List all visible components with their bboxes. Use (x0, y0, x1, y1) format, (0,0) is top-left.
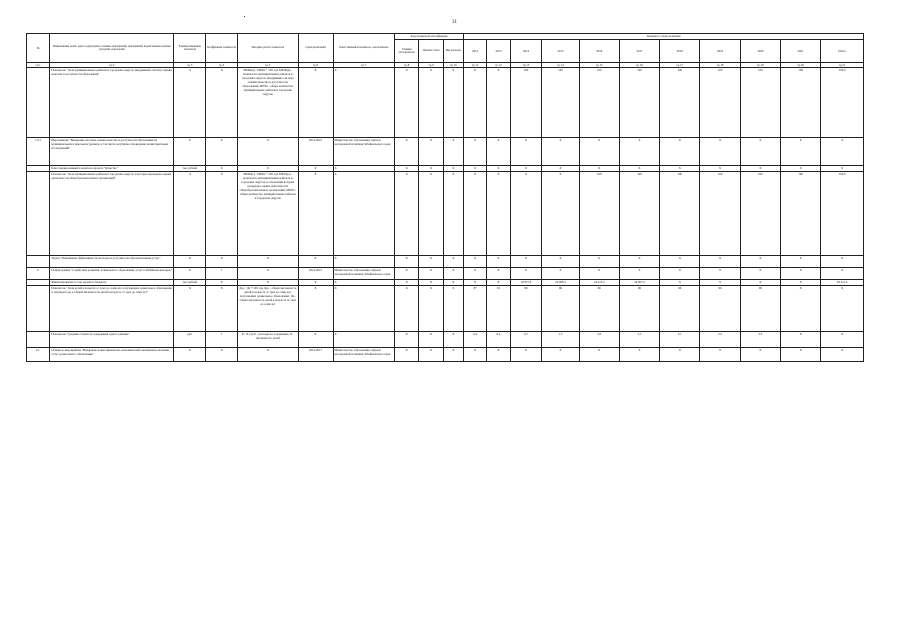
document-table-wrapper (26, 33, 864, 362)
row-kbk-cell: X (419, 268, 443, 280)
row-kbk-cell: X (419, 280, 443, 286)
header-year-0: 2012 (463, 40, 486, 63)
table-row (27, 172, 864, 256)
row-year-value: X (579, 348, 619, 362)
row-number: 2. (27, 268, 50, 280)
row-total: X (821, 166, 864, 172)
row-year-value: X (781, 348, 821, 362)
row-year-value: X (487, 268, 510, 280)
row-kbk-cell: X (395, 280, 419, 286)
row-year-value: X (542, 138, 579, 166)
row-total: X (821, 286, 864, 332)
row-year-value: 24 006,3 (542, 280, 579, 286)
row-name: Показатель "Доля муниципальных районов и городских округов, в которых проведена оценка деятельности общеобразовательных организаций" (50, 172, 174, 256)
row-year-value: 100 (542, 68, 579, 138)
row-name: Мероприятие "Внедрение системы оценки качества и доступности образования на муниципальном и школьном уровнях, в том числе регулярное проведение мониторинговых исследований" (50, 138, 174, 166)
row-method: МРЗК(и) / МРЗО * 100, где МРЗК(и) - количество муниципальных районов и городских округов, внедривших систему оценки качества и доступности образования; МРЗО - общее количество муниципальных районов и городских округов (238, 68, 298, 138)
row-term: X (298, 172, 333, 256)
row-name: Финансирование за счет краевого бюджета (50, 280, 174, 286)
table-row (27, 256, 864, 268)
row-year-value: X (487, 138, 510, 166)
row-year-value: X (510, 138, 542, 166)
row-year-value: X (510, 256, 542, 268)
column-number: гр.9 (419, 63, 443, 68)
row-year-value: X (781, 138, 821, 166)
row-year-value: X (463, 256, 486, 268)
table-row (27, 332, 864, 348)
row-unit: % (174, 172, 206, 256)
column-number: гр.17 (660, 63, 700, 68)
row-responsible: X (333, 332, 395, 348)
column-number: гр.2 (50, 63, 174, 68)
row-kbk-cell: X (419, 348, 443, 362)
row-responsible: Министерство образования, науки и молодежной политики Забайкальского края (333, 348, 395, 362)
row-name: Основное мероприятие "Внедрение новых финансово-экономических механизмов оказания услуг дошкольного образования" (50, 348, 174, 362)
row-coefficient: 1 (206, 332, 238, 348)
row-number (27, 172, 50, 256)
row-year-value: 0,4 (463, 332, 486, 348)
row-year-value: 100 (579, 68, 619, 138)
row-year-value: 2,1 (660, 332, 700, 348)
decorative-dot (244, 16, 245, 17)
row-kbk-cell: X (419, 138, 443, 166)
row-coefficient: 1 (206, 268, 238, 280)
row-term: 2014-2021 (298, 268, 333, 280)
row-year-value: 2,3 (740, 332, 780, 348)
row-number (27, 68, 50, 138)
row-year-value: X (660, 348, 700, 362)
row-year-value: 2,1 (619, 332, 659, 348)
row-unit: X (174, 138, 206, 166)
header-year-9: 2021 (781, 40, 821, 63)
row-year-value: X (542, 166, 579, 172)
row-year-value: X (510, 172, 542, 256)
row-year-value: X (510, 348, 542, 362)
page-number: 31 (452, 20, 457, 25)
row-kbk-cell: X (419, 332, 443, 348)
header-year-2: 2014 (510, 40, 542, 63)
row-kbk-cell: X (443, 268, 463, 280)
row-year-value: 96 (510, 286, 542, 332)
row-year-value: X (781, 256, 821, 268)
table-row (27, 268, 864, 280)
row-year-value: X (619, 256, 659, 268)
row-year-value: X (579, 166, 619, 172)
header-kbk-0: Главный распорядитель (395, 40, 419, 63)
row-year-value: 2,0 (579, 332, 619, 348)
header-number: № (27, 34, 50, 63)
row-year-value: X (700, 268, 740, 280)
row-total: X (821, 268, 864, 280)
row-year-value: X (740, 166, 780, 172)
row-unit: тыс.рублей (174, 280, 206, 286)
row-term: X (298, 256, 333, 268)
row-year-value: X (619, 166, 659, 172)
row-year-value: X (740, 348, 780, 362)
header-kbk-2: Вид расходов (443, 40, 463, 63)
row-year-value: X (542, 348, 579, 362)
row-year-value: 96 (579, 286, 619, 332)
row-unit: X (174, 256, 206, 268)
table-row (27, 138, 864, 166)
row-kbk-cell: X (443, 138, 463, 166)
header-year-8: 2020 (740, 40, 780, 63)
row-kbk-cell: X (395, 348, 419, 362)
row-kbk-cell: X (443, 256, 463, 268)
row-term: X (298, 332, 333, 348)
row-number (27, 256, 50, 268)
row-year-value: 100 (700, 172, 740, 256)
row-coefficient: X (206, 68, 238, 138)
column-number: гр.4 (206, 63, 238, 68)
row-kbk-cell: X (419, 166, 443, 172)
row-year-value: 0,4 (487, 332, 510, 348)
row-term: X (298, 286, 333, 332)
row-year-value: X (463, 268, 486, 280)
header-year-4: 2016 (579, 40, 619, 63)
row-year-value: X (542, 172, 579, 256)
header-year-1: 2013 (487, 40, 510, 63)
row-kbk-cell: X (395, 138, 419, 166)
row-responsible: Министерство образования, науки и молодежной политики Забайкальского края (333, 138, 395, 166)
row-total: X (821, 138, 864, 166)
column-number: гр.12 (487, 63, 510, 68)
row-total: X (821, 332, 864, 348)
row-year-value: X (542, 256, 579, 268)
row-year-value: 100 (619, 172, 659, 256)
row-year-value: X (487, 68, 510, 138)
row-year-value: 100 (700, 68, 740, 138)
row-number (27, 286, 50, 332)
row-year-value: X (660, 256, 700, 268)
row-number: 1.8.1 (27, 138, 50, 166)
row-kbk-cell: X (395, 68, 419, 138)
row-kbk-cell: X (419, 68, 443, 138)
row-coefficient: X (206, 166, 238, 172)
row-method: X (238, 256, 298, 268)
row-year-value: X (463, 280, 486, 286)
column-number: гр.3 (174, 63, 206, 68)
header-total: Итого (821, 40, 864, 63)
row-year-value: X (463, 138, 486, 166)
row-year-value: 100 (660, 68, 700, 138)
row-year-value: X (487, 256, 510, 268)
row-year-value: 91 (487, 286, 510, 332)
row-total: 93 215,4 (821, 280, 864, 286)
row-number: 2.1. (27, 348, 50, 362)
row-unit: тыс.рублей (174, 166, 206, 172)
header-kbk-group: Коды бюджетной классификации (395, 34, 464, 40)
column-number: гр.15 (579, 63, 619, 68)
row-year-value: 100 (781, 172, 821, 256)
row-year-value: X (781, 280, 821, 286)
row-kbk-cell: X (443, 280, 463, 286)
row-year-value: X (463, 172, 486, 256)
row-year-value: 2,2 (700, 332, 740, 348)
row-method: Р / Ч, где Р - расходы на содержание, Ч - численность детей (238, 332, 298, 348)
row-year-value: X (463, 348, 486, 362)
row-kbk-cell: X (443, 286, 463, 332)
row-year-value: 24 907,2 (619, 280, 659, 286)
row-kbk-cell: X (419, 286, 443, 332)
header-year-3: 2015 (542, 40, 579, 63)
row-unit: % (174, 286, 206, 332)
row-responsible: Министерство образования, науки и молодежной политики Забайкальского края (333, 268, 395, 280)
row-year-value: 100 (510, 68, 542, 138)
row-year-value: X (700, 138, 740, 166)
column-number: гр.10 (443, 63, 463, 68)
row-year-value: X (463, 166, 486, 172)
table-row (27, 68, 864, 138)
row-year-value: X (619, 138, 659, 166)
row-total: X (821, 348, 864, 362)
row-year-value: 96 (542, 286, 579, 332)
program-indicators-table (26, 33, 864, 362)
row-year-value: X (660, 280, 700, 286)
row-kbk-cell: X (395, 286, 419, 332)
row-method: Ддо / Дч * 100, где Ддо - общая численность детей в возрасте от трех до семи лет, получающих дошкольное образование; Дч - общая численность детей в возрасте от трех до семи лет (238, 286, 298, 332)
row-term: X (298, 166, 333, 172)
row-year-value: X (579, 268, 619, 280)
column-number: гр.16 (619, 63, 659, 68)
header-year-7: 2019 (700, 40, 740, 63)
row-year-value: X (487, 280, 510, 286)
row-year-value: X (740, 268, 780, 280)
row-coefficient: X (206, 286, 238, 332)
row-kbk-cell: X (419, 256, 443, 268)
row-term: 2014-2017 (298, 348, 333, 362)
row-method: X (238, 280, 298, 286)
row-kbk-cell: X (395, 172, 419, 256)
column-number: гр.19 (740, 63, 780, 68)
column-number: гр.6 (298, 63, 333, 68)
row-coefficient: X (206, 172, 238, 256)
row-method: X (238, 268, 298, 280)
row-total: 100,0 (821, 68, 864, 138)
header-name: Наименование целей, задач, подпрограмм, основных мероприятий, мероприятий, ведомственных целевых программ, показателей (50, 34, 174, 63)
header-year-5: 2017 (619, 40, 659, 63)
row-term: X (298, 280, 333, 286)
row-year-value: X (781, 268, 821, 280)
row-year-value: 100 (579, 172, 619, 256)
header-responsible: Ответственный исполнитель, соисполнитель (333, 34, 395, 63)
row-coefficient: X (206, 256, 238, 268)
row-year-value: X (740, 256, 780, 268)
column-number: гр.21 (821, 63, 864, 68)
row-kbk-cell: X (419, 172, 443, 256)
row-year-value: 0,7 (510, 332, 542, 348)
row-year-value: 100 (660, 172, 700, 256)
row-unit: X (174, 348, 206, 362)
row-year-value: X (542, 268, 579, 280)
row-method: X (238, 138, 298, 166)
row-year-value: X (781, 332, 821, 348)
row-kbk-cell: X (443, 332, 463, 348)
row-method: X (238, 348, 298, 362)
header-years-group: Значения по годам реализации (463, 34, 863, 40)
row-year-value: X (700, 166, 740, 172)
header-method: Методика расчета показателя (238, 34, 298, 63)
row-method: X (238, 166, 298, 172)
row-year-value: 100 (740, 172, 780, 256)
row-kbk-cell: X (395, 166, 419, 172)
row-name: Показатель "Средняя стоимость содержания одного ребенка" (50, 332, 174, 348)
row-name: Показатель "Доля муниципальных районов и городских округов, внедривших систему оценки качества и доступности образования" (50, 68, 174, 138)
row-kbk-cell: X (395, 332, 419, 348)
row-responsible: X (333, 68, 395, 138)
row-unit: X (174, 268, 206, 280)
row-year-value: X (740, 138, 780, 166)
row-coefficient: X (206, 348, 238, 362)
column-number: гр.11 (463, 63, 486, 68)
row-year-value: X (700, 280, 740, 286)
column-number: гр.8 (395, 63, 419, 68)
row-year-value: X (487, 172, 510, 256)
row-year-value: 96 (619, 286, 659, 332)
row-year-value: X (740, 280, 780, 286)
row-year-value: X (487, 166, 510, 172)
row-kbk-cell: X (443, 166, 463, 172)
row-name: Задача "Повышение эффективности расходов и доступности образовательных услуг" (50, 256, 174, 268)
column-number: гр.20 (781, 63, 821, 68)
row-responsible: X (333, 286, 395, 332)
row-term: 2014-2021 (298, 138, 333, 166)
row-responsible: X (333, 166, 395, 172)
row-responsible: X (333, 280, 395, 286)
header-coefficient: Коэффициент значимости (206, 34, 238, 63)
table-row (27, 348, 864, 362)
header-kbk-1: Целевая статья (419, 40, 443, 63)
row-year-value: X (781, 166, 821, 172)
row-total: X (821, 256, 864, 268)
row-year-value: X (487, 348, 510, 362)
row-kbk-cell: X (443, 172, 463, 256)
row-coefficient: X (206, 280, 238, 286)
row-number (27, 332, 50, 348)
row-year-value: X (619, 268, 659, 280)
header-year-6: 2018 (660, 40, 700, 63)
row-year-value: X (510, 166, 542, 172)
row-term: X (298, 68, 333, 138)
row-year-value: 96 (700, 286, 740, 332)
row-unit: руб. (174, 332, 206, 348)
row-year-value: X (700, 256, 740, 268)
header-unit: Единица измерения показателя (174, 34, 206, 63)
row-year-value: X (660, 166, 700, 172)
row-year-value: 87 (463, 286, 486, 332)
row-year-value: X (660, 138, 700, 166)
row-kbk-cell: X (395, 256, 419, 268)
row-year-value: X (700, 348, 740, 362)
row-year-value: X (781, 286, 821, 332)
row-year-value: 96 (660, 286, 700, 332)
row-year-value: X (660, 268, 700, 280)
row-responsible: X (333, 172, 395, 256)
row-year-value: X (510, 268, 542, 280)
row-year-value: 96 (740, 286, 780, 332)
column-number: гр.13 (510, 63, 542, 68)
row-name: Подпрограмма "Содействие развитию дошкольного образования, услуг в Забайкальском крае" (50, 268, 174, 280)
row-year-value: 19 877,4 (510, 280, 542, 286)
column-number: гр.1 (27, 63, 50, 68)
column-number: гр.5 (238, 63, 298, 68)
row-name: Показатель "Доля детей в возрасте от трех до семи лет, получающих дошкольное образование в текущем году, в общей численности детей в возрасте от трех до семи лет" (50, 286, 174, 332)
row-year-value: X (463, 68, 486, 138)
row-name: Консолидированный показатель проекта "Качество" (50, 166, 174, 172)
row-kbk-cell: X (395, 268, 419, 280)
row-year-value: X (619, 348, 659, 362)
row-kbk-cell: X (443, 68, 463, 138)
row-year-value: 100 (740, 68, 780, 138)
row-responsible: X (333, 256, 395, 268)
row-total: 100,0 (821, 172, 864, 256)
column-number: гр.7 (333, 63, 395, 68)
column-number: гр.14 (542, 63, 579, 68)
row-kbk-cell: X (443, 348, 463, 362)
header-term: Сроки реализации (298, 34, 333, 63)
row-year-value: X (579, 138, 619, 166)
row-year-value: 1,5 (542, 332, 579, 348)
row-year-value: X (579, 256, 619, 268)
column-number: гр.18 (700, 63, 740, 68)
row-year-value: 24 412,3 (579, 280, 619, 286)
row-unit: % (174, 68, 206, 138)
row-method: МРЗО(о) / МРЗО * 100, где МРЗО(о) - количество муниципальных районов и городских округов, в отношении которых проведена оценка деятельности общеобразовательных организаций; МРЗО - общее количество муниципальных районов и городских округов (238, 172, 298, 256)
table-row (27, 286, 864, 332)
row-year-value: 100 (781, 68, 821, 138)
row-year-value: 100 (619, 68, 659, 138)
row-coefficient: X (206, 138, 238, 166)
